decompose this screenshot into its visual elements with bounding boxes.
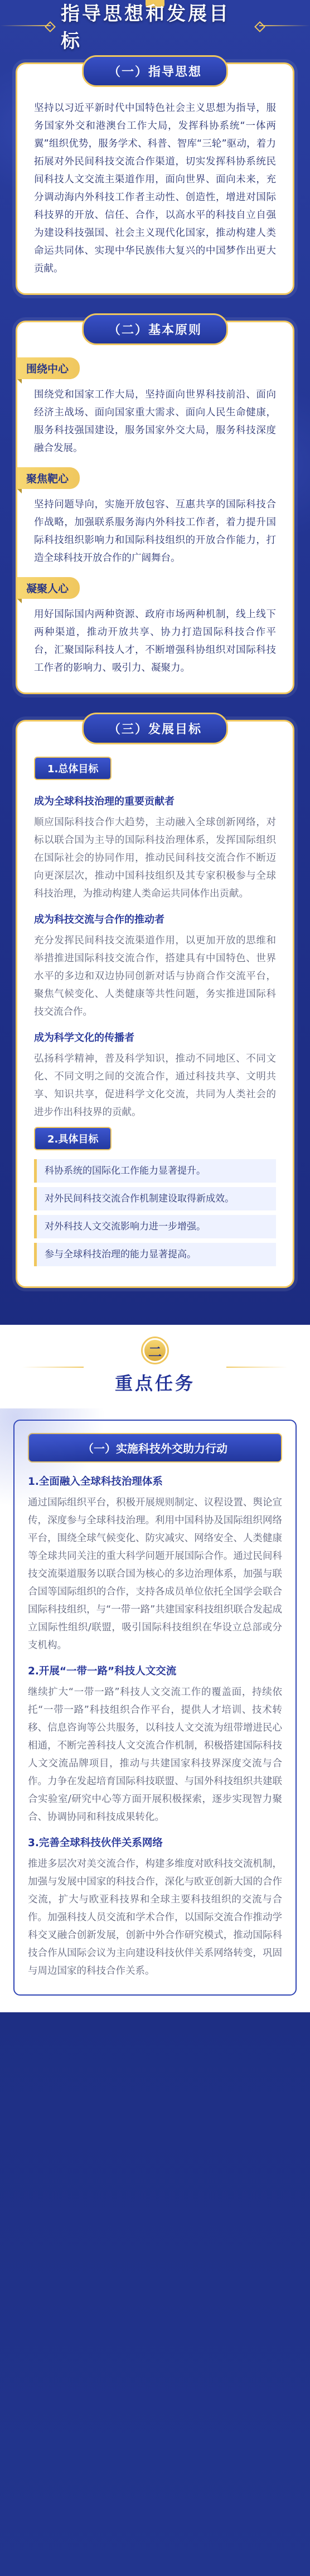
goal-body: 顺应国际科技合作大趋势，主动融入全球创新网络，对标以联合国为主导的国际科技治理体系，发挥国际组织在国际社会的协同作用，推动民间科技交流合作不断迈向更深层次，推动中国科技组织及其专家积极参与全球科技治理，为推动构建人类命运共同体作出贡献。 — [34, 817, 276, 899]
tasks-wrapper — [0, 1408, 310, 2012]
principle-body: 围绕党和国家工作大局，坚持面向世界科技前沿、面向经济主战场、面向国家重大需求、面向人民生命健康，服务科技强国建设，服务国家外交大局，服务科技深度融合发展。 — [34, 389, 276, 454]
principle-body: 坚持问题导向，实施开放包容、互惠共享的国际科技合作战略，加强联系服务海内外科技工作者，着力提升国际科技组织影响力和国际科技组织的开放合作能力，打造全球科技开放合作的广阔舞台。 — [34, 499, 276, 564]
goal-body: 充分发挥民间科技交流渠道作用，以更加开放的思维和举措推进国际科技交流合作，搭建具有中国特色、世界水平的多边和双边协同创新对话与协商合作交流平台，聚焦气候变化、人类健康等共性问题，务实推进国际科技交流合作。 — [34, 935, 276, 1018]
specific-goal-tag: 2.具体目标 — [34, 1127, 112, 1150]
section-title: 重点任务 — [114, 1373, 195, 1394]
panel-body: 坚持以习近平新时代中国特色社会主义思想为指导，服务国家外交和港澳台工作大局，发挥科协系统“一体两翼”组织优势，服务学术、科普、智库“三轮”驱动，着力拓展对外民间科技交流合作渠道，切实发挥科协系统民间科技人文交流主渠道作用，面向世界、面向未来，充分调动海内外科技工作者主动性、创造性，增进对国际科技界的开放、信任、合作，以高水平的科技自立自强为建设科技强国、社会主义现代化国家，推动构建人类命运共同体、实现中华民族伟大复兴的中国梦作出更大贡献。 — [34, 103, 276, 274]
specific-goal-item: 参与全球科技治理的能力显著提高。 — [34, 1243, 276, 1266]
specific-goal-item: 科协系统的国际化工作能力显著提升。 — [34, 1159, 276, 1183]
section-divider — [0, 1325, 310, 1408]
goal-subtitle: 成为科技交流与合作的推动者 — [34, 914, 164, 926]
task-header: （一）实施科技外交助力行动 — [28, 1433, 282, 1463]
section-number-badge: 二 — [143, 1338, 167, 1363]
panel-basic-principles — [16, 321, 294, 694]
principle-tag: 聚焦靶心 — [17, 467, 80, 489]
specific-goal-item: 对外民间科技交流合作机制建设取得新成效。 — [34, 1187, 276, 1210]
ornament-right-icon — [259, 25, 310, 26]
specific-goal-item: 对外科技人文交流影响力进一步增强。 — [34, 1215, 276, 1238]
task-item-title: 1.全面融入全球科技治理体系 — [28, 1476, 163, 1488]
panel-header: （一）指导思想 — [82, 55, 228, 87]
goal-subtitle: 成为全球科技治理的重要贡献者 — [34, 796, 175, 807]
section-banner — [0, 0, 310, 51]
principle-body: 用好国际国内两种资源、政府市场两种机制，线上线下两种渠道，推动开放共享、协力打造国际科技合作平台，汇聚国际科技人才，不断增强科协组织对国际科技工作者的影响力、吸引力、凝聚力。 — [34, 609, 276, 674]
goal-subtitle: 成为科学文化的传播者 — [34, 1032, 134, 1044]
panel-header: （二）基本原则 — [82, 313, 228, 345]
panel-header: （三）发展目标 — [82, 713, 228, 744]
task-item-body: 推进多层次对美交流合作，构建多维度对欧科技交流机制，加强与发展中国家的科技合作，深化与欧亚创新大国的合作交流，扩大与欧亚科技界和全球主要科技组织的交流与合作。加强科技人员交流和学术合作，以国际交流合作推动学科交叉融合创新发展，创新中外合作研究模式，推动国际科技合作从国际会议为主向建设科技伙伴关系网络转变，巩固与周边国家的科技合作关系。 — [28, 1858, 282, 1977]
task-item-title: 3.完善全球科技伙伴关系网络 — [28, 1837, 163, 1849]
task-item-body: 继续扩大“一带一路”科技人文交流工作的覆盖面，持续依托“一带一路”科技组织合作平台，提供人才培训、技术转移、信息咨询等公共服务，以科技人文交流为纽带增进民心相通，不断完善科技人文交流合作机制，积极搭建国际科技人文交流品牌项目，推动与共建国家科技界深度交流与合作。力争在发起培育国际科技联盟、与国外科技组织共建联合实验室/研究中心等方面开展积极探索，逐步实现智力聚合、协调协同和科技成果转化。 — [28, 1687, 282, 1823]
task-item-title: 2.开展“一带一路”科技人文交流 — [28, 1665, 177, 1677]
panel-development-goals — [16, 720, 294, 1288]
panel-guiding-thought — [16, 62, 294, 295]
task-item-body: 通过国际组织平台，积极开展规则制定、议程设置、舆论宣传，深度参与全球科技治理。利用中国科协及国际组织网络平台，围绕全球气候变化、防灾减灾、网络安全、人类健康等全球共同关注的重大科学问题开展国际合作。通过民间科技交流渠道服务以联合国为核心的多边治理体系，加强与联合国等国际组织的合作，支持各成员单位依托全国学会联合国际科技组织，与“一带一路”共建国家科技组织联合发起成立国际性组织/联盟，吸引国际科技组织在华设立总部或分支机构。 — [28, 1497, 282, 1651]
panel-task-1 — [13, 1420, 297, 1996]
goal-body: 弘扬科学精神，普及科学知识，推动不同地区、不同文化、不同文明之间的交流合作，通过科技共享、文明共享、知识共享，促进科学文化交流，共同为人类社会的进步作出科技界的贡献。 — [34, 1053, 276, 1118]
banner-title: 指导思想和发展目标 — [60, 3, 230, 52]
principle-tag: 围绕中心 — [17, 357, 80, 379]
ornament-left-icon — [0, 25, 51, 26]
principle-tag: 凝聚人心 — [17, 577, 80, 599]
goal-tag: 1.总体目标 — [34, 757, 112, 780]
